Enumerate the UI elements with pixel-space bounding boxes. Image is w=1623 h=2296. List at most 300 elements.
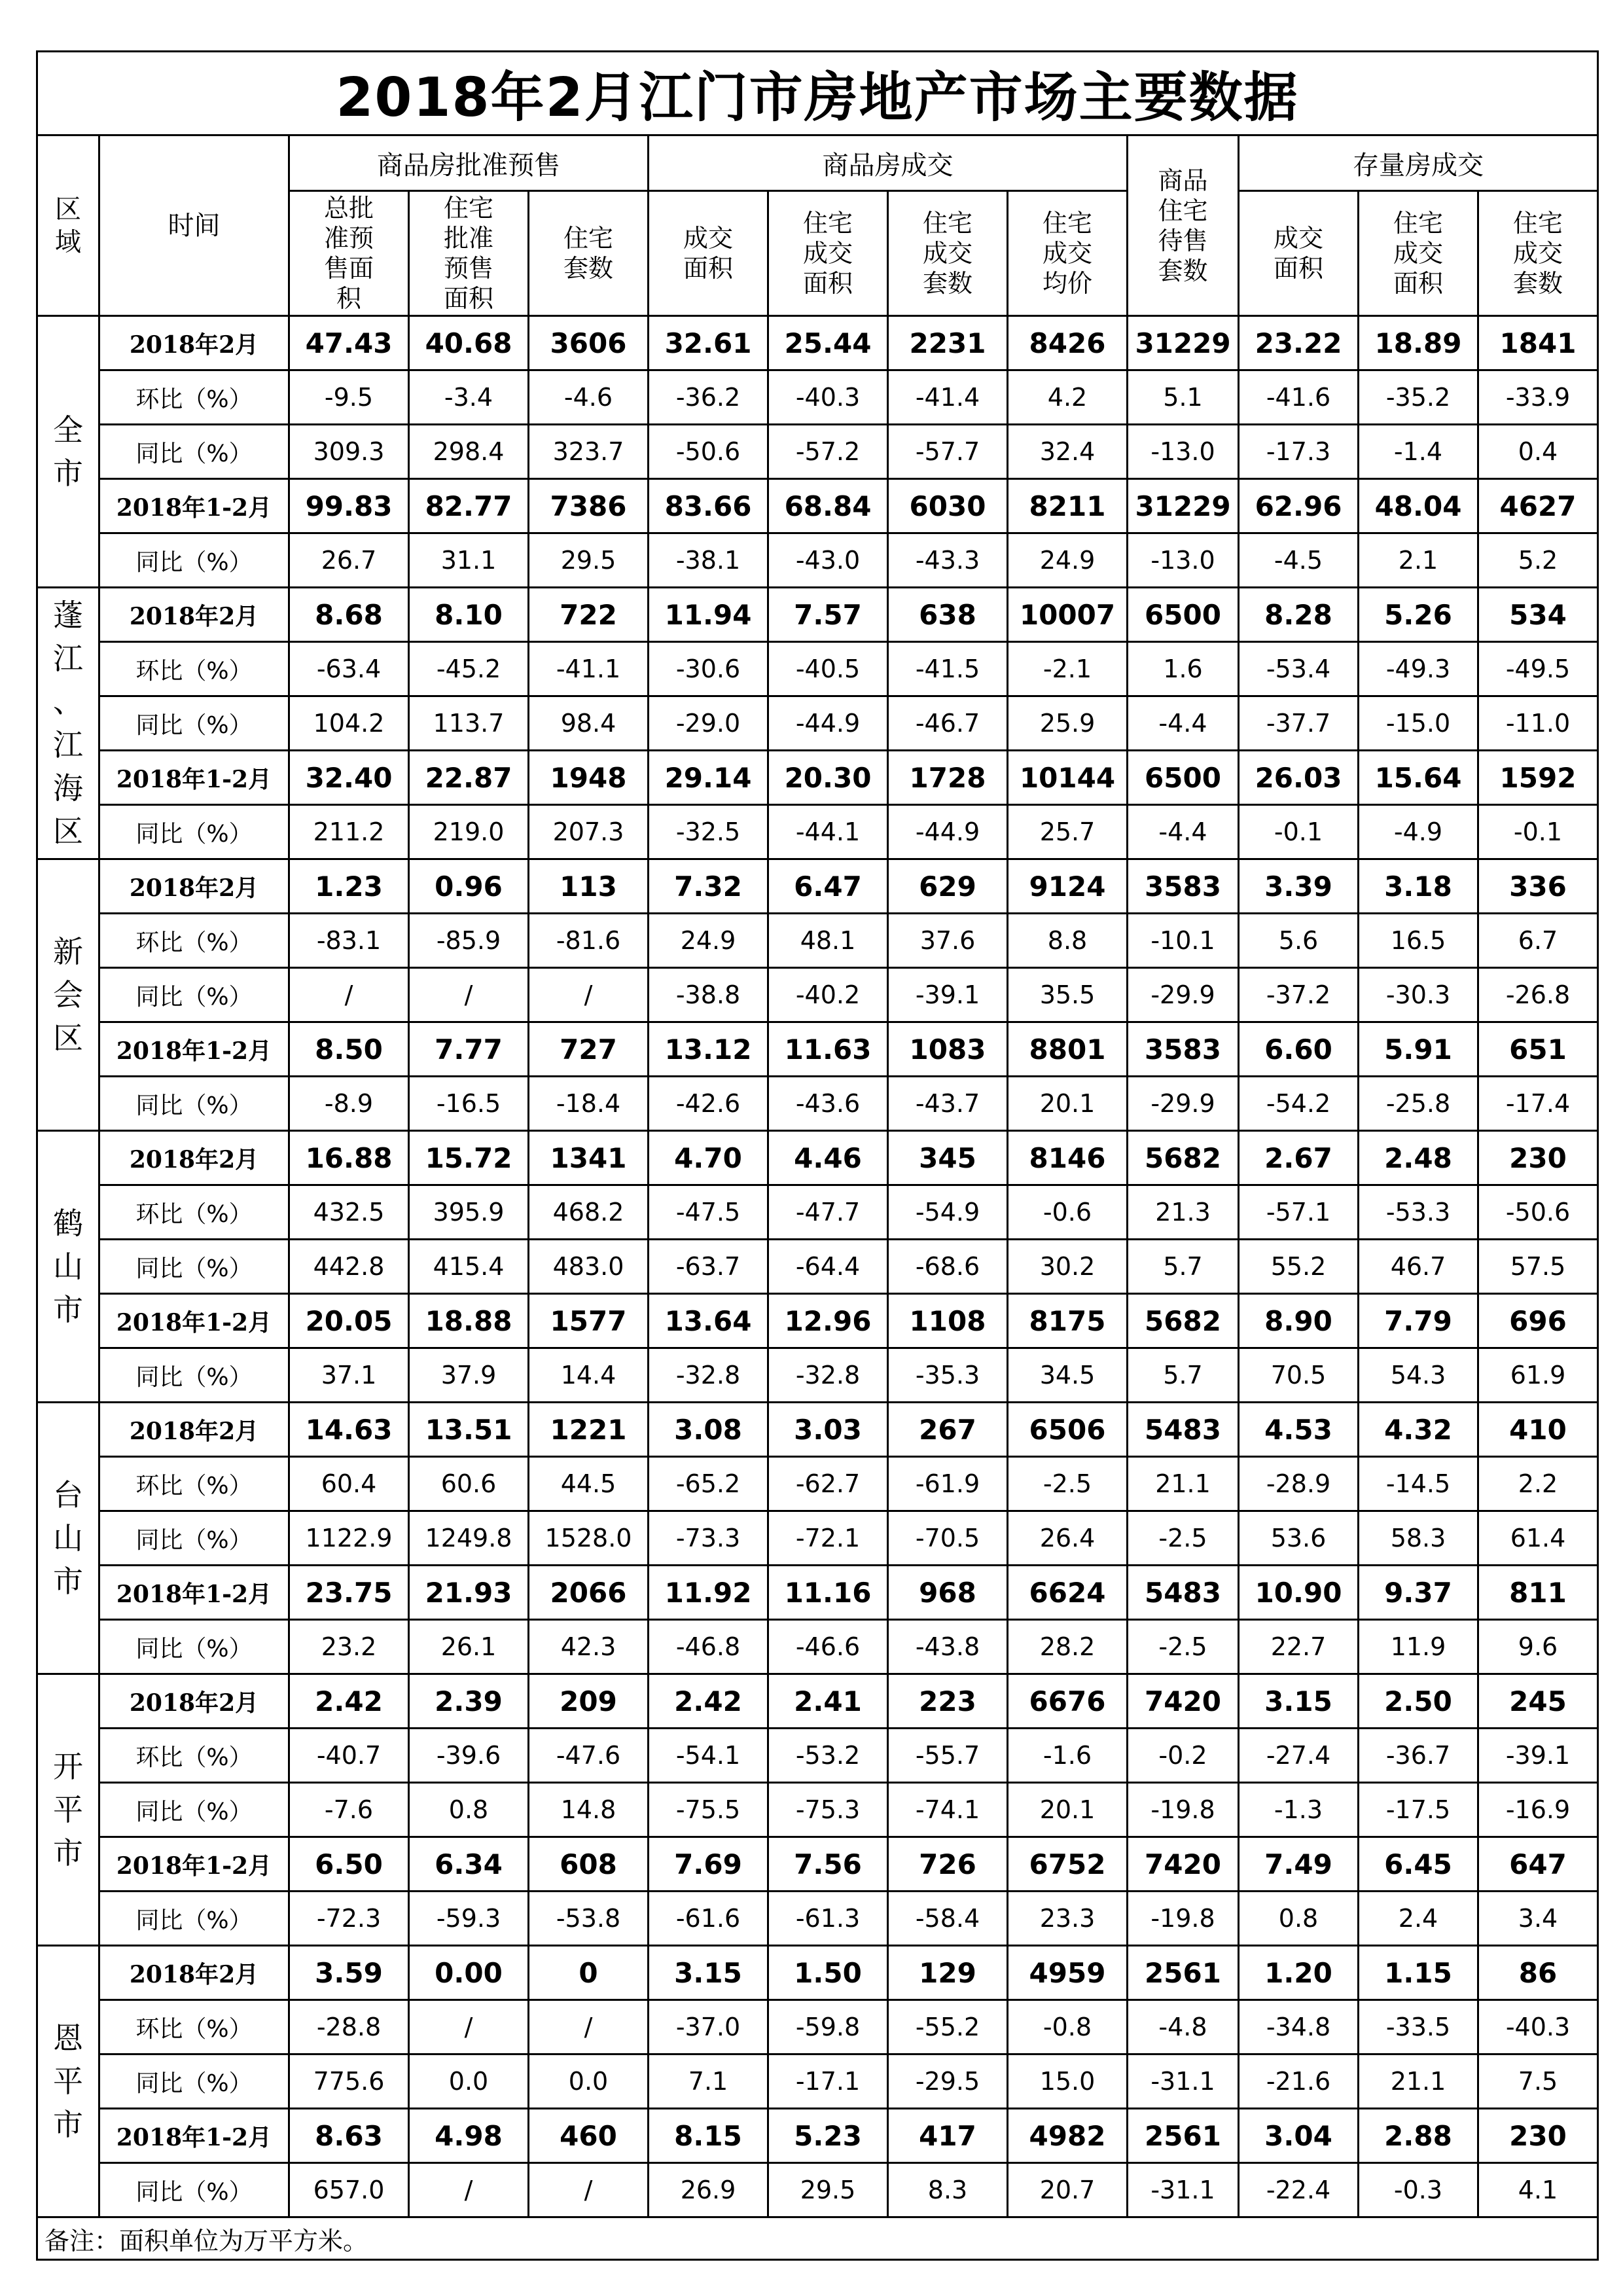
column-header: 住宅 套数: [529, 191, 649, 316]
region-label: 恩 平 市: [37, 1946, 99, 2217]
table-row: [37, 316, 1598, 370]
data-cell: 3.4: [1478, 1892, 1598, 1946]
period-label: 2018年1-2月: [99, 479, 289, 533]
data-cell: -4.8: [1128, 2000, 1239, 2054]
data-cell: 4.70: [649, 1131, 768, 1185]
data-cell: 25.7: [1008, 805, 1128, 859]
data-cell: 1.23: [289, 859, 409, 914]
data-cell: 5.23: [768, 2109, 888, 2163]
data-cell: 2.41: [768, 1674, 888, 1729]
region-label: 全 市: [37, 316, 99, 588]
data-cell: 0: [529, 1946, 649, 2000]
data-cell: 4982: [1008, 2109, 1128, 2163]
data-cell: 20.7: [1008, 2163, 1128, 2217]
table-row: [37, 914, 1598, 968]
data-cell: -49.3: [1359, 642, 1478, 696]
data-cell: 2231: [888, 316, 1008, 370]
period-label: 2018年2月: [99, 1946, 289, 2000]
data-cell: 8.90: [1239, 1294, 1359, 1348]
data-cell: 4.98: [409, 2109, 529, 2163]
data-cell: 0.0: [409, 2054, 529, 2109]
data-cell: 6030: [888, 479, 1008, 533]
period-label: 同比（%）: [99, 425, 289, 479]
data-cell: -29.5: [888, 2054, 1008, 2109]
data-cell: -75.5: [649, 1783, 768, 1837]
data-cell: -50.6: [1478, 1185, 1598, 1240]
data-cell: 26.4: [1008, 1511, 1128, 1566]
data-cell: -53.4: [1239, 642, 1359, 696]
data-cell: 8.63: [289, 2109, 409, 2163]
data-cell: 6506: [1008, 1403, 1128, 1457]
data-cell: -16.9: [1478, 1783, 1598, 1837]
data-cell: 1.15: [1359, 1946, 1478, 2000]
time-header: 时间: [99, 135, 289, 316]
table-row: [37, 1837, 1598, 1892]
data-cell: 83.66: [649, 479, 768, 533]
data-cell: 8211: [1008, 479, 1128, 533]
data-cell: 13.12: [649, 1022, 768, 1077]
data-cell: 7.69: [649, 1837, 768, 1892]
data-cell: 6.50: [289, 1837, 409, 1892]
data-cell: /: [409, 968, 529, 1022]
data-cell: -44.1: [768, 805, 888, 859]
table-row: [37, 1729, 1598, 1783]
data-cell: 37.6: [888, 914, 1008, 968]
data-cell: 207.3: [529, 805, 649, 859]
data-cell: -54.2: [1239, 1077, 1359, 1131]
data-cell: -47.5: [649, 1185, 768, 1240]
data-cell: 4.1: [1478, 2163, 1598, 2217]
data-cell: 3.03: [768, 1403, 888, 1457]
data-cell: 29.5: [529, 533, 649, 588]
data-cell: -75.3: [768, 1783, 888, 1837]
data-cell: 4.2: [1008, 370, 1128, 425]
data-cell: 46.7: [1359, 1240, 1478, 1294]
data-cell: 32.40: [289, 751, 409, 805]
data-cell: 4627: [1478, 479, 1598, 533]
data-cell: 1577: [529, 1294, 649, 1348]
data-cell: 8.68: [289, 588, 409, 642]
data-cell: 3583: [1128, 859, 1239, 914]
data-cell: -30.6: [649, 642, 768, 696]
data-cell: -43.8: [888, 1620, 1008, 1674]
data-cell: 8801: [1008, 1022, 1128, 1077]
data-cell: 44.5: [529, 1457, 649, 1511]
data-cell: 1083: [888, 1022, 1008, 1077]
data-cell: 298.4: [409, 425, 529, 479]
data-cell: 86: [1478, 1946, 1598, 2000]
data-cell: /: [409, 2000, 529, 2054]
data-cell: 1122.9: [289, 1511, 409, 1566]
data-cell: 8.28: [1239, 588, 1359, 642]
period-label: 同比（%）: [99, 805, 289, 859]
data-cell: -0.2: [1128, 1729, 1239, 1783]
table-row: [37, 751, 1598, 805]
table-row: [37, 1131, 1598, 1185]
data-cell: 5.7: [1128, 1240, 1239, 1294]
data-cell: 61.9: [1478, 1348, 1598, 1403]
data-cell: 726: [888, 1837, 1008, 1892]
data-cell: 3.18: [1359, 859, 1478, 914]
data-cell: 9.37: [1359, 1566, 1478, 1620]
data-cell: 5483: [1128, 1566, 1239, 1620]
data-cell: -36.2: [649, 370, 768, 425]
data-cell: 23.3: [1008, 1892, 1128, 1946]
data-cell: 4.53: [1239, 1403, 1359, 1457]
data-cell: 98.4: [529, 696, 649, 751]
data-cell: -63.7: [649, 1240, 768, 1294]
data-cell: -81.6: [529, 914, 649, 968]
data-cell: 9124: [1008, 859, 1128, 914]
column-header: 成交 面积: [649, 191, 768, 316]
region-label: 鹤 山 市: [37, 1131, 99, 1403]
inventory-header: [1128, 135, 1239, 316]
data-cell: 15.0: [1008, 2054, 1128, 2109]
data-cell: 30.2: [1008, 1240, 1128, 1294]
data-cell: 113: [529, 859, 649, 914]
data-cell: 23.75: [289, 1566, 409, 1620]
data-cell: -49.5: [1478, 642, 1598, 696]
data-cell: 22.7: [1239, 1620, 1359, 1674]
data-cell: 1948: [529, 751, 649, 805]
data-cell: 267: [888, 1403, 1008, 1457]
data-cell: 323.7: [529, 425, 649, 479]
data-cell: 1108: [888, 1294, 1008, 1348]
data-cell: 534: [1478, 588, 1598, 642]
data-cell: 6752: [1008, 1837, 1128, 1892]
data-cell: 104.2: [289, 696, 409, 751]
period-label: 同比（%）: [99, 1348, 289, 1403]
data-cell: 5.7: [1128, 1348, 1239, 1403]
data-cell: 417: [888, 2109, 1008, 2163]
data-cell: 415.4: [409, 1240, 529, 1294]
table-row: [37, 2109, 1598, 2163]
data-cell: 1249.8: [409, 1511, 529, 1566]
data-cell: -9.5: [289, 370, 409, 425]
data-cell: -55.7: [888, 1729, 1008, 1783]
data-cell: 57.5: [1478, 1240, 1598, 1294]
data-cell: 12.96: [768, 1294, 888, 1348]
data-cell: 16.5: [1359, 914, 1478, 968]
data-cell: /: [409, 2163, 529, 2217]
period-label: 同比（%）: [99, 1511, 289, 1566]
data-cell: 2.88: [1359, 2109, 1478, 2163]
data-cell: 5483: [1128, 1403, 1239, 1457]
data-cell: 34.5: [1008, 1348, 1128, 1403]
data-cell: 14.4: [529, 1348, 649, 1403]
data-cell: 2.48: [1359, 1131, 1478, 1185]
table-row: [37, 2163, 1598, 2217]
data-cell: -16.5: [409, 1077, 529, 1131]
data-cell: 657.0: [289, 2163, 409, 2217]
data-cell: 5682: [1128, 1294, 1239, 1348]
data-cell: 442.8: [289, 1240, 409, 1294]
data-cell: -0.6: [1008, 1185, 1128, 1240]
data-cell: -61.9: [888, 1457, 1008, 1511]
data-cell: -44.9: [888, 805, 1008, 859]
table-row: [37, 533, 1598, 588]
data-cell: 2.4: [1359, 1892, 1478, 1946]
data-cell: -57.2: [768, 425, 888, 479]
table-row: [37, 805, 1598, 859]
period-label: 2018年1-2月: [99, 1566, 289, 1620]
period-label: 环比（%）: [99, 1729, 289, 1783]
data-cell: 629: [888, 859, 1008, 914]
data-cell: 32.4: [1008, 425, 1128, 479]
data-cell: 6624: [1008, 1566, 1128, 1620]
data-cell: 20.1: [1008, 1783, 1128, 1837]
data-cell: -3.4: [409, 370, 529, 425]
table-row: [37, 1077, 1598, 1131]
data-cell: -85.9: [409, 914, 529, 968]
data-cell: 0.4: [1478, 425, 1598, 479]
data-cell: -59.3: [409, 1892, 529, 1946]
data-cell: 13.64: [649, 1294, 768, 1348]
data-cell: 345: [888, 1131, 1008, 1185]
data-cell: -72.1: [768, 1511, 888, 1566]
data-cell: -31.1: [1128, 2054, 1239, 2109]
data-cell: -42.6: [649, 1077, 768, 1131]
data-cell: 2561: [1128, 2109, 1239, 2163]
data-cell: 432.5: [289, 1185, 409, 1240]
data-cell: -47.7: [768, 1185, 888, 1240]
data-cell: 3.39: [1239, 859, 1359, 914]
data-cell: 22.87: [409, 751, 529, 805]
data-table: [36, 50, 1599, 2261]
data-cell: -39.1: [888, 968, 1008, 1022]
data-cell: -29.9: [1128, 1077, 1239, 1131]
data-cell: 15.72: [409, 1131, 529, 1185]
data-cell: 14.63: [289, 1403, 409, 1457]
data-cell: 5.1: [1128, 370, 1239, 425]
data-cell: -70.5: [888, 1511, 1008, 1566]
data-cell: 47.43: [289, 316, 409, 370]
data-cell: 61.4: [1478, 1511, 1598, 1566]
data-cell: -44.9: [768, 696, 888, 751]
table-row: [37, 1783, 1598, 1837]
resale-group-header: 存量房成交: [1239, 135, 1598, 191]
inventory-header-text: 商品 住宅 待售 套数: [1158, 166, 1208, 285]
data-cell: 4.32: [1359, 1403, 1478, 1457]
data-cell: -54.9: [888, 1185, 1008, 1240]
data-cell: 811: [1478, 1566, 1598, 1620]
data-cell: -55.2: [888, 2000, 1008, 2054]
data-cell: 8.10: [409, 588, 529, 642]
data-cell: 26.03: [1239, 751, 1359, 805]
table-row: [37, 1185, 1598, 1240]
period-label: 同比（%）: [99, 968, 289, 1022]
data-cell: -54.1: [649, 1729, 768, 1783]
data-cell: 3.08: [649, 1403, 768, 1457]
data-cell: -0.3: [1359, 2163, 1478, 2217]
data-cell: /: [529, 2163, 649, 2217]
table-row: [37, 479, 1598, 533]
data-cell: -1.3: [1239, 1783, 1359, 1837]
data-cell: -33.5: [1359, 2000, 1478, 2054]
data-cell: 647: [1478, 1837, 1598, 1892]
data-cell: 48.1: [768, 914, 888, 968]
data-cell: -27.4: [1239, 1729, 1359, 1783]
data-cell: 15.64: [1359, 751, 1478, 805]
period-label: 环比（%）: [99, 642, 289, 696]
data-cell: 0.96: [409, 859, 529, 914]
data-cell: 4.46: [768, 1131, 888, 1185]
data-cell: -14.5: [1359, 1457, 1478, 1511]
data-cell: 209: [529, 1674, 649, 1729]
period-label: 同比（%）: [99, 2163, 289, 2217]
data-cell: -61.3: [768, 1892, 888, 1946]
data-cell: 6.34: [409, 1837, 529, 1892]
data-cell: 14.8: [529, 1783, 649, 1837]
data-cell: -0.8: [1008, 2000, 1128, 2054]
period-label: 2018年1-2月: [99, 2109, 289, 2163]
data-cell: -31.1: [1128, 2163, 1239, 2217]
data-cell: -43.6: [768, 1077, 888, 1131]
data-cell: -50.6: [649, 425, 768, 479]
data-cell: 68.84: [768, 479, 888, 533]
data-cell: -28.9: [1239, 1457, 1359, 1511]
data-cell: 6500: [1128, 588, 1239, 642]
data-cell: 60.4: [289, 1457, 409, 1511]
period-label: 同比（%）: [99, 1620, 289, 1674]
data-cell: 42.3: [529, 1620, 649, 1674]
data-cell: 11.94: [649, 588, 768, 642]
data-cell: -41.6: [1239, 370, 1359, 425]
data-cell: 483.0: [529, 1240, 649, 1294]
data-cell: 4959: [1008, 1946, 1128, 2000]
region-header-text: 区 域: [55, 194, 81, 257]
data-cell: -43.0: [768, 533, 888, 588]
data-cell: 26.1: [409, 1620, 529, 1674]
data-cell: -0.1: [1239, 805, 1359, 859]
data-cell: -46.8: [649, 1620, 768, 1674]
data-cell: 2.39: [409, 1674, 529, 1729]
data-cell: /: [529, 968, 649, 1022]
period-label: 同比（%）: [99, 533, 289, 588]
table-row: [37, 1511, 1598, 1566]
data-cell: 24.9: [1008, 533, 1128, 588]
data-cell: 6.60: [1239, 1022, 1359, 1077]
data-cell: -41.5: [888, 642, 1008, 696]
footnote: 备注：面积单位为万平方米。: [37, 2217, 1598, 2260]
data-cell: 20.1: [1008, 1077, 1128, 1131]
table-row: [37, 696, 1598, 751]
data-cell: -63.4: [289, 642, 409, 696]
data-cell: 696: [1478, 1294, 1598, 1348]
data-cell: -36.7: [1359, 1729, 1478, 1783]
data-cell: 21.1: [1128, 1457, 1239, 1511]
data-cell: 7.5: [1478, 2054, 1598, 2109]
period-label: 同比（%）: [99, 1077, 289, 1131]
period-label: 2018年1-2月: [99, 1022, 289, 1077]
data-cell: 11.63: [768, 1022, 888, 1077]
data-cell: 651: [1478, 1022, 1598, 1077]
period-label: 2018年1-2月: [99, 1837, 289, 1892]
period-label: 环比（%）: [99, 1457, 289, 1511]
table-row: [37, 1457, 1598, 1511]
data-cell: 3.04: [1239, 2109, 1359, 2163]
data-cell: -32.8: [768, 1348, 888, 1403]
data-cell: 211.2: [289, 805, 409, 859]
data-cell: 37.1: [289, 1348, 409, 1403]
data-cell: 23.22: [1239, 316, 1359, 370]
column-header: 住宅 成交 均价: [1008, 191, 1128, 316]
data-cell: 3.59: [289, 1946, 409, 2000]
data-cell: -19.8: [1128, 1783, 1239, 1837]
data-cell: -72.3: [289, 1892, 409, 1946]
table-row: [37, 968, 1598, 1022]
data-cell: 460: [529, 2109, 649, 2163]
data-cell: 70.5: [1239, 1348, 1359, 1403]
data-cell: 7420: [1128, 1837, 1239, 1892]
data-cell: 8146: [1008, 1131, 1128, 1185]
data-cell: -68.6: [888, 1240, 1008, 1294]
data-cell: 26.7: [289, 533, 409, 588]
data-cell: 1592: [1478, 751, 1598, 805]
data-cell: 722: [529, 588, 649, 642]
data-cell: -0.1: [1478, 805, 1598, 859]
data-cell: -83.1: [289, 914, 409, 968]
data-cell: -17.5: [1359, 1783, 1478, 1837]
period-label: 2018年2月: [99, 1674, 289, 1729]
data-cell: 29.5: [768, 2163, 888, 2217]
data-cell: -15.0: [1359, 696, 1478, 751]
data-cell: -45.2: [409, 642, 529, 696]
table-row: [37, 1294, 1598, 1348]
data-cell: 7.79: [1359, 1294, 1478, 1348]
data-cell: -4.4: [1128, 696, 1239, 751]
data-cell: -34.8: [1239, 2000, 1359, 2054]
data-cell: 0.8: [409, 1783, 529, 1837]
data-cell: -39.6: [409, 1729, 529, 1783]
data-cell: 968: [888, 1566, 1008, 1620]
table-row: [37, 1892, 1598, 1946]
data-cell: 53.6: [1239, 1511, 1359, 1566]
column-header: 住宅 批准 预售 面积: [409, 191, 529, 316]
data-cell: 129: [888, 1946, 1008, 2000]
data-cell: 60.6: [409, 1457, 529, 1511]
data-cell: -1.4: [1359, 425, 1478, 479]
data-cell: -7.6: [289, 1783, 409, 1837]
data-cell: 1221: [529, 1403, 649, 1457]
data-cell: -40.3: [768, 370, 888, 425]
data-cell: 7.57: [768, 588, 888, 642]
data-cell: -29.0: [649, 696, 768, 751]
data-cell: 6.7: [1478, 914, 1598, 968]
data-cell: -37.2: [1239, 968, 1359, 1022]
data-cell: 223: [888, 1674, 1008, 1729]
data-cell: -33.9: [1478, 370, 1598, 425]
table-row: [37, 1674, 1598, 1729]
table-row: [37, 2054, 1598, 2109]
data-cell: 7.77: [409, 1022, 529, 1077]
region-label: 台 山 市: [37, 1403, 99, 1674]
data-cell: 245: [1478, 1674, 1598, 1729]
column-header: 住宅 成交 面积: [768, 191, 888, 316]
data-cell: 1.20: [1239, 1946, 1359, 2000]
period-label: 2018年2月: [99, 588, 289, 642]
data-cell: 20.05: [289, 1294, 409, 1348]
data-cell: -40.5: [768, 642, 888, 696]
table-row: [37, 642, 1598, 696]
data-cell: 775.6: [289, 2054, 409, 2109]
data-cell: 32.61: [649, 316, 768, 370]
data-cell: 3583: [1128, 1022, 1239, 1077]
data-cell: 54.3: [1359, 1348, 1478, 1403]
data-cell: -73.3: [649, 1511, 768, 1566]
period-label: 2018年1-2月: [99, 1294, 289, 1348]
data-cell: 638: [888, 588, 1008, 642]
